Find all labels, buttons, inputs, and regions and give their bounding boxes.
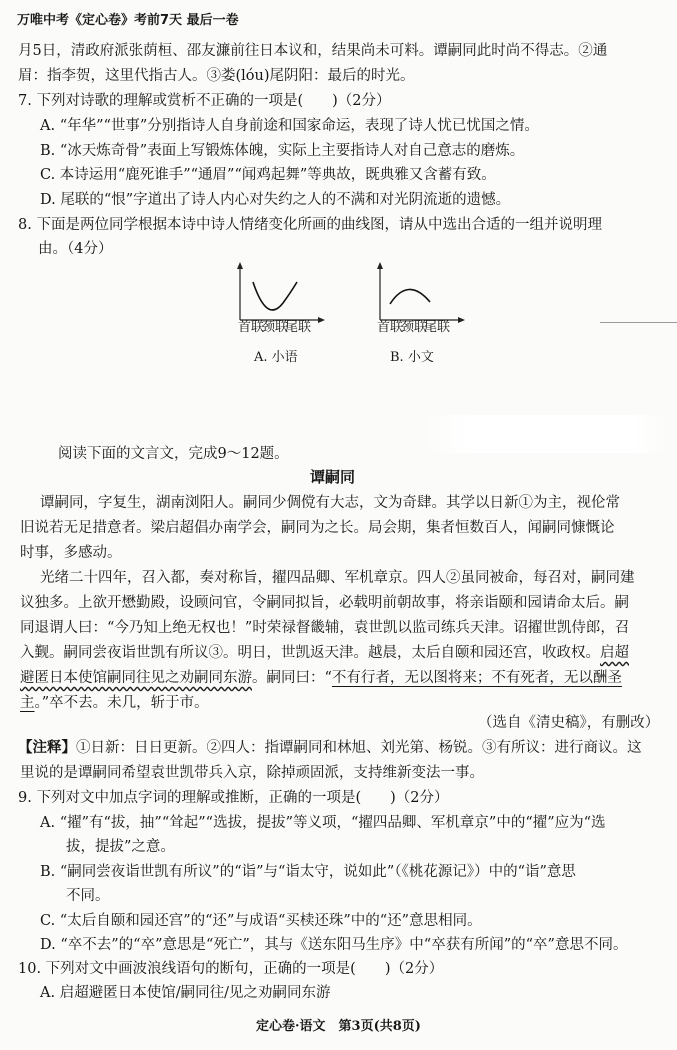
passage-source: （选自《清史稿》，有删改）	[478, 715, 660, 731]
passage-p1-line3: 时事，多感动。	[20, 545, 122, 561]
footnote-line-1: 月5日，清政府派张荫桓、邵友濂前往日本议和，结果尚未可料。谭嗣同此时尚不得志。②通	[18, 43, 608, 59]
wavy-underlined-sentence-start: 启超	[600, 645, 629, 661]
question-9: 9. 下列对文中加点字词的理解或推断，正确的一项是( )（2分）	[18, 790, 449, 806]
exam-header: 万唯中考《定心卷》考前7天 最后一卷	[17, 13, 239, 28]
scan-glare	[420, 415, 670, 453]
q7-option-b: B. “冰天炼奇骨”表面上写锻炼体魄，实际上主要指诗人对自己意志的磨炼。	[40, 143, 525, 159]
underlined-quote: 不有行者，无以图将来；不有死者，无以酬圣	[331, 670, 622, 686]
scan-line	[600, 322, 677, 323]
q7-option-a: A. “年华”“世事”分别指诗人自身前途和国家命运，表现了诗人忧已忧国之情。	[40, 118, 539, 134]
wavy-underlined-sentence: 避匿日本使馆嗣同往见之劝嗣同东游	[20, 670, 252, 686]
q9-option-a: A. “擢”有“拔，抽”“耸起”“选拔，提拔”等义项，“擢四品卿、军机章京”中的“擢”应为“选	[40, 815, 606, 831]
chart-a-tick-2: 颈联	[262, 320, 289, 335]
chart-b-curve	[390, 289, 430, 304]
passage-p2-line5	[20, 667, 622, 689]
chart-b-tick-2: 颈联	[401, 320, 428, 335]
passage-p2-line5-text: 。嗣同曰：“	[252, 670, 332, 686]
underlined-quote-end: 主	[20, 695, 35, 711]
annotation-text: ①日新：日日更新。②四人：指谭嗣同和林旭、刘光第、杨锐。③有所议：进行商议。这	[76, 740, 642, 756]
annotation-line-2: 里说的是谭嗣同希望袁世凯带兵入京，除掉顽固派，支持维新变法一事。	[20, 765, 484, 781]
question-8-cont: 由。（4分）	[38, 241, 113, 257]
question-10: 10. 下列对文中画波浪线语句的断句，正确的一项是( )（2分）	[18, 961, 444, 977]
question-8: 8. 下面是两位同学根据本诗中诗人情绪变化所画的曲线图，请从中选出合适的一组并说明理	[18, 217, 602, 233]
passage-p2-line6	[20, 692, 209, 714]
chart-b-caption: B. 小文	[390, 350, 434, 365]
passage-p2-line4	[20, 642, 629, 664]
chart-b-axes	[365, 262, 465, 324]
passage-p1-line1: 谭嗣同，字复生，湖南浏阳人。嗣同少倜傥有大志，文为奇肆。其学以日新①为主，视伦常	[40, 495, 620, 511]
chart-a-tick-1: 首联	[238, 320, 265, 335]
chart-a-curve	[253, 282, 297, 310]
passage-p2-line2: 议独多。上欲开懋勤殿，设顾问官，令嗣同拟旨，必载明前朝故事，将亲诣颐和园请命太后。嗣	[20, 595, 629, 611]
passage-p2-line3: 同退谓人曰：“今乃知上绝无权也！”时荣禄督畿辅，袁世凯以监司练兵天津。诏擢世凯侍郎，召	[20, 620, 630, 636]
footnote-line-2: 眉：指李贺，这里代指古人。③娄(lóu)尾阴阳：最后的时光。	[18, 68, 415, 84]
annotation-label: 【注释】	[18, 740, 76, 756]
passage-p2-line1: 光绪二十四年，召入都，奏对称旨，擢四品卿、军机章京。四人②虽同被命，每召对，嗣同建	[40, 570, 635, 586]
annotation-line-1	[18, 737, 642, 759]
chart-b-tick-3: 尾联	[424, 320, 451, 335]
passage-p1-line2: 旧说若无足措意者。梁启超倡办南学会，嗣同为之长。局会期，集者恒数百人，闻嗣同慷慨论	[20, 520, 615, 536]
passage-title: 谭嗣同	[310, 468, 356, 486]
passage-p2-line6-text: 。”卒不去。未几，斩于市。	[34, 695, 209, 711]
q7-option-d: D. 尾联的“恨”字道出了诗人内心对失约之人的不满和对光阴流逝的遗憾。	[40, 192, 511, 208]
q7-option-c: C. 本诗运用“鹿死谁手”“通眉”“闻鸡起舞”等典故，既典雅又含蓄有致。	[40, 167, 496, 183]
q9-option-d: D. “卒不去”的“卒”意思是“死亡”，其与《送东阳马生序》中“卒获有所闻”的“卒”意思不同。	[40, 937, 628, 953]
chart-a-tick-3: 尾联	[285, 320, 312, 335]
q9-option-a-cont: 拔，提拔”之意。	[66, 839, 175, 855]
q9-option-c: C. “太后自颐和园还宫”的“还”与成语“买椟还珠”中的“还”意思相同。	[40, 913, 482, 929]
chart-b-tick-1: 首联	[377, 320, 404, 335]
passage-p2-line4-text: 入觐。嗣同尝夜诣世凯有所议③。明日，世凯返天津。越晨，太后自颐和园还宫，收政权。	[20, 645, 600, 661]
question-7: 7. 下列对诗歌的理解或赏析不正确的一项是( )（2分）	[18, 93, 391, 109]
chart-a-axes	[225, 262, 325, 324]
q10-option-a: A. 启超避匿日本使馆/嗣同往/见之劝嗣同东游	[40, 985, 331, 1001]
reading-instruction: 阅读下面的文言文，完成9～12题。	[58, 446, 289, 462]
q9-option-b: B. “嗣同尝夜诣世凯有所议”的“诣”与“诣太守，说如此”（《桃花源记》）中的“诣”意思	[40, 864, 576, 880]
q9-option-b-cont: 不同。	[66, 888, 110, 904]
chart-a-caption: A. 小语	[254, 350, 298, 365]
page-footer: 定心卷·语文 第3页(共8页)	[256, 1019, 421, 1034]
